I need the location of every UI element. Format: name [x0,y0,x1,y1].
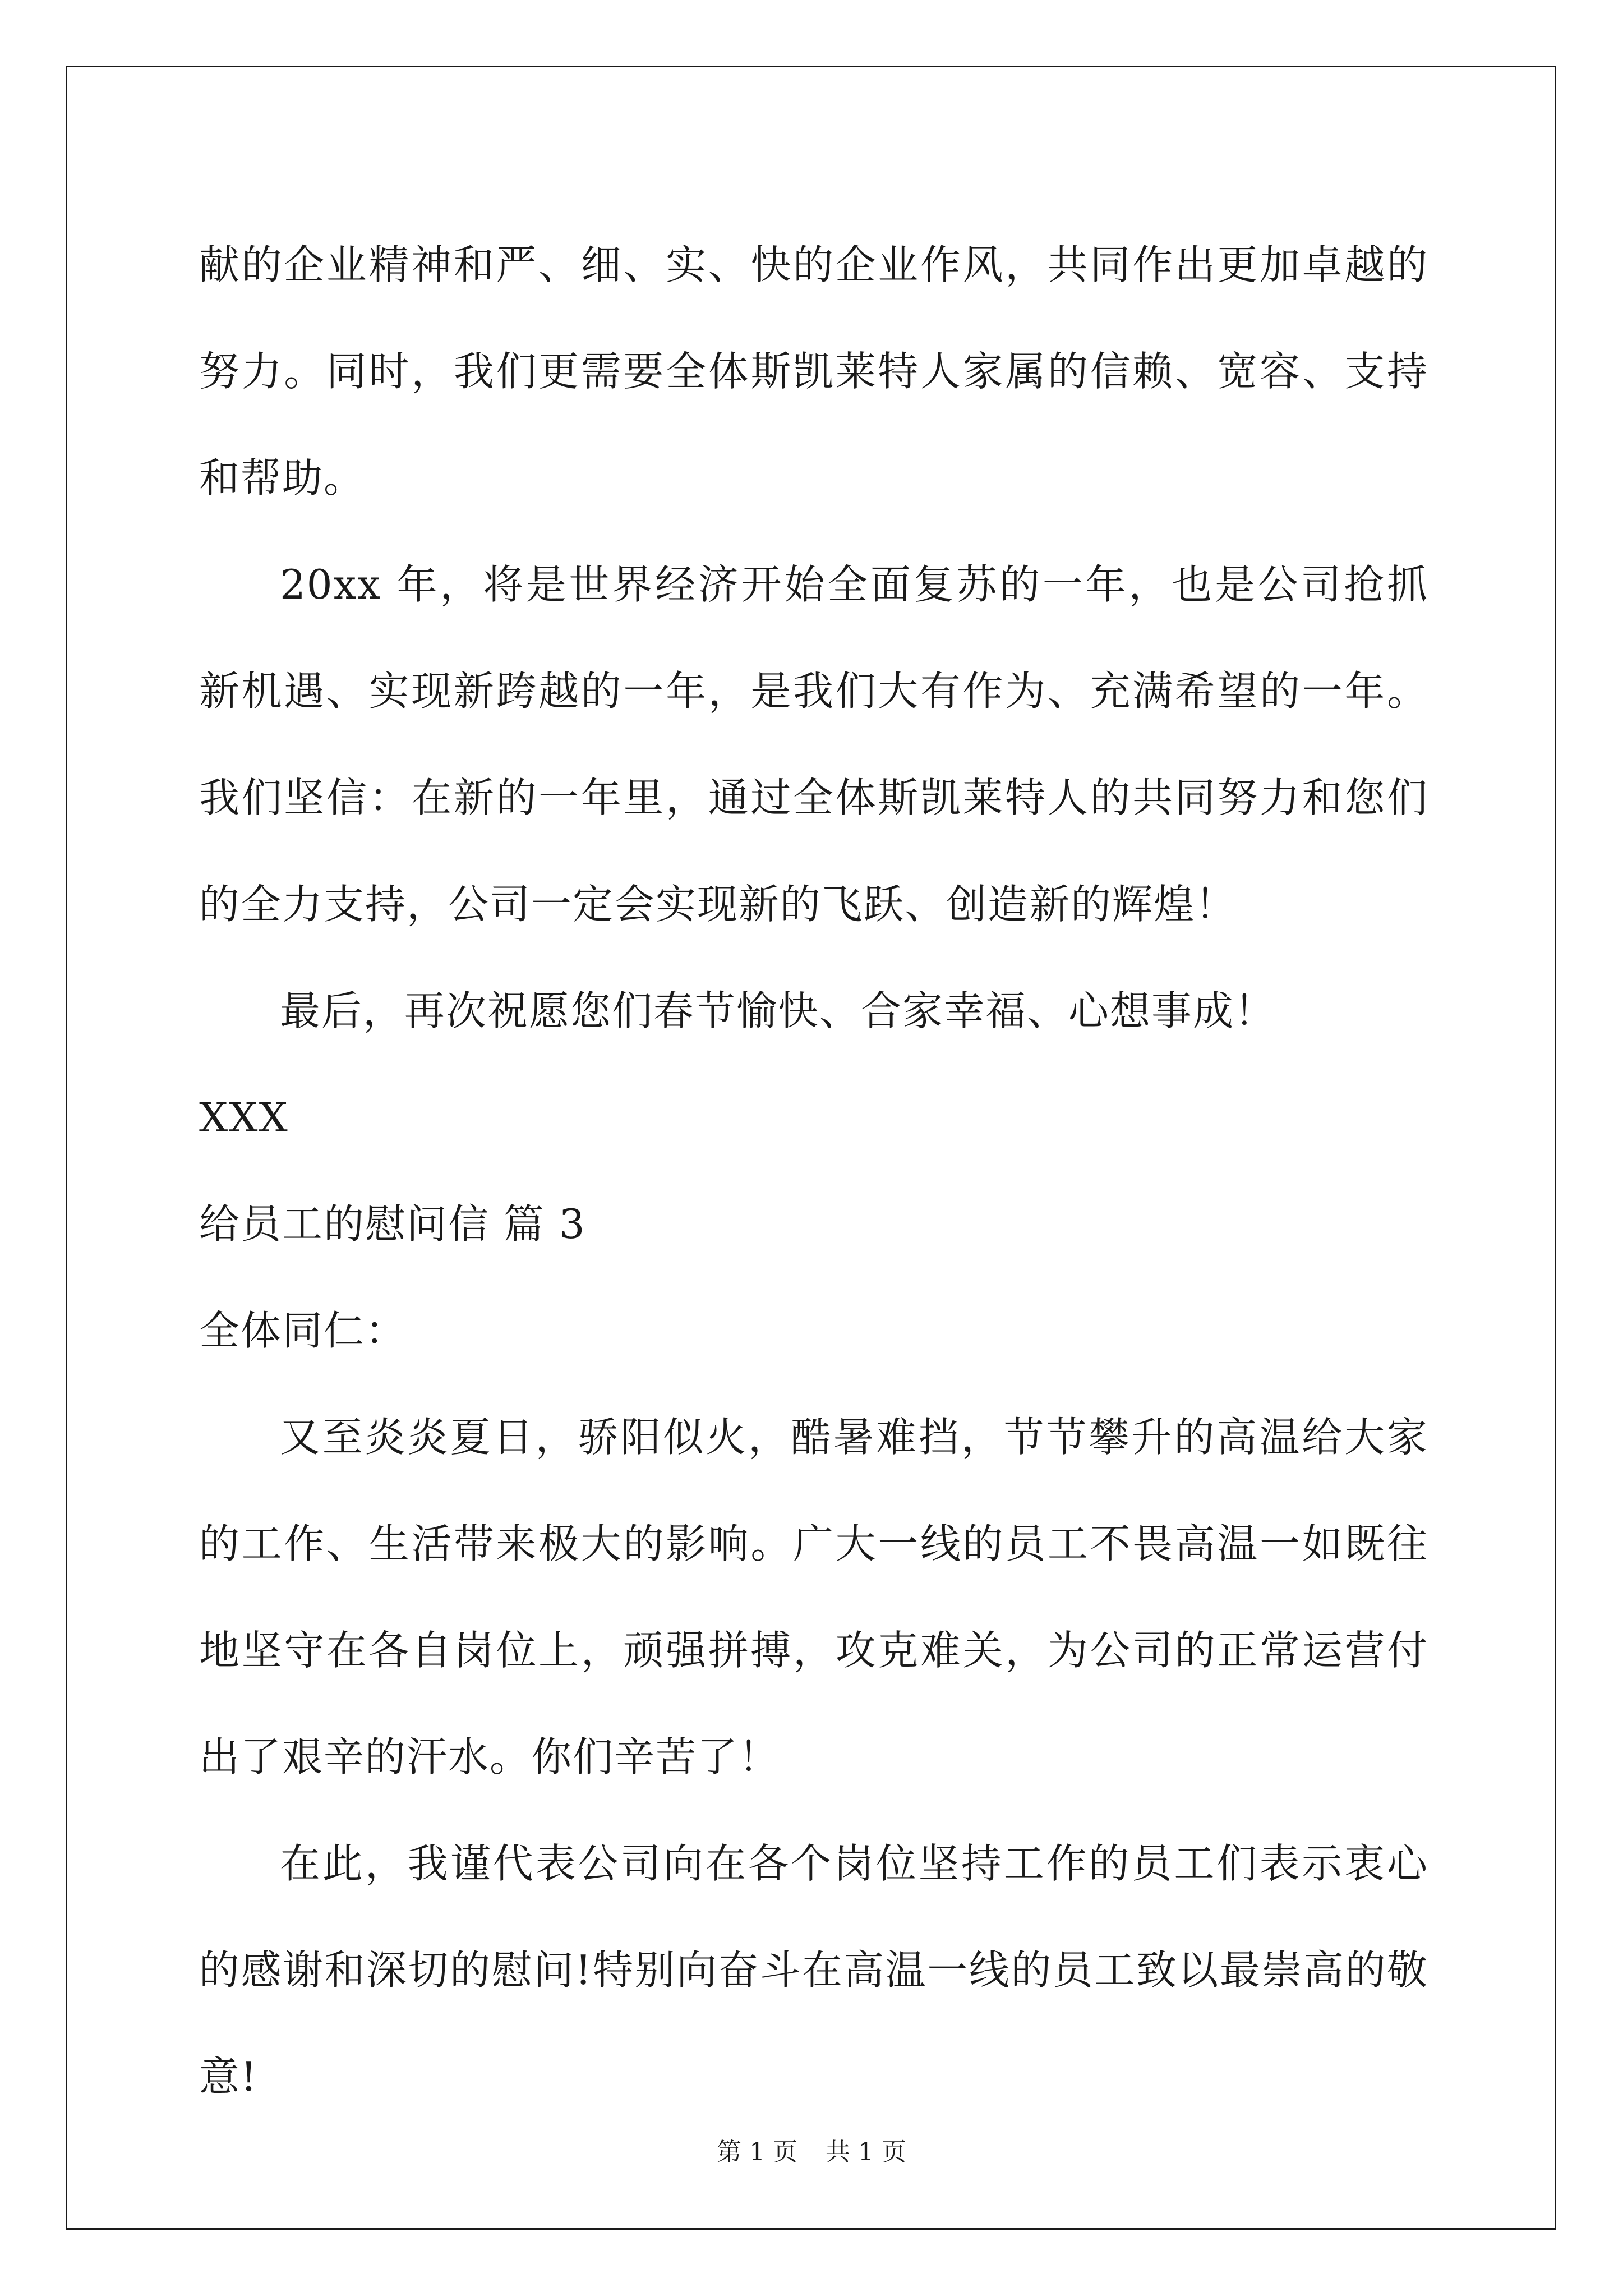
page-footer [0,2136,1623,2169]
paragraph: 献的企业精神和严、细、实、快的企业作风，共同作出更加卓越的努力。同时，我们更需要全体斯凯莱特人家属的信赖、宽容、支持和帮助。 [199,241,1428,501]
paragraph: 又至炎炎夏日，骄阳似火，酷暑难挡，节节攀升的高温给大家的工作、生活带来极大的影响。广大一线的员工不畏高温一如既往地坚守在各自岗位上，顽强拼搏，攻克难关，为公司的正常运营付出了艰辛的汗水。你们辛苦了！ [199,1414,1428,1780]
signature: XXX [199,1094,289,1141]
document-body [199,211,1428,2130]
page-total: 共 1 页 [826,2138,906,2166]
section-heading: 给员工的慰问信 篇 3 [199,1200,586,1248]
page-number: 第 1 页 [717,2138,797,2166]
paragraph: 20xx 年，将是世界经济开始全面复苏的一年，也是公司抢抓新机遇、实现新跨越的一年，是我们大有作为、充满希望的一年。我们坚信：在新的一年里，通过全体斯凯莱特人的共同努力和您们的全力支持，公司一定会实现新的飞跃、创造新的辉煌！ [199,561,1428,928]
paragraph: 最后，再次祝愿您们春节愉快、合家幸福、心想事成！ [280,987,1276,1034]
salutation: 全体同仁： [199,1307,407,1354]
paragraph: 在此，我谨代表公司向在各个岗位坚持工作的员工们表示衷心的感谢和深切的慰问!特别向奋斗在高温一线的员工致以最崇高的敬意! [199,1840,1428,2100]
